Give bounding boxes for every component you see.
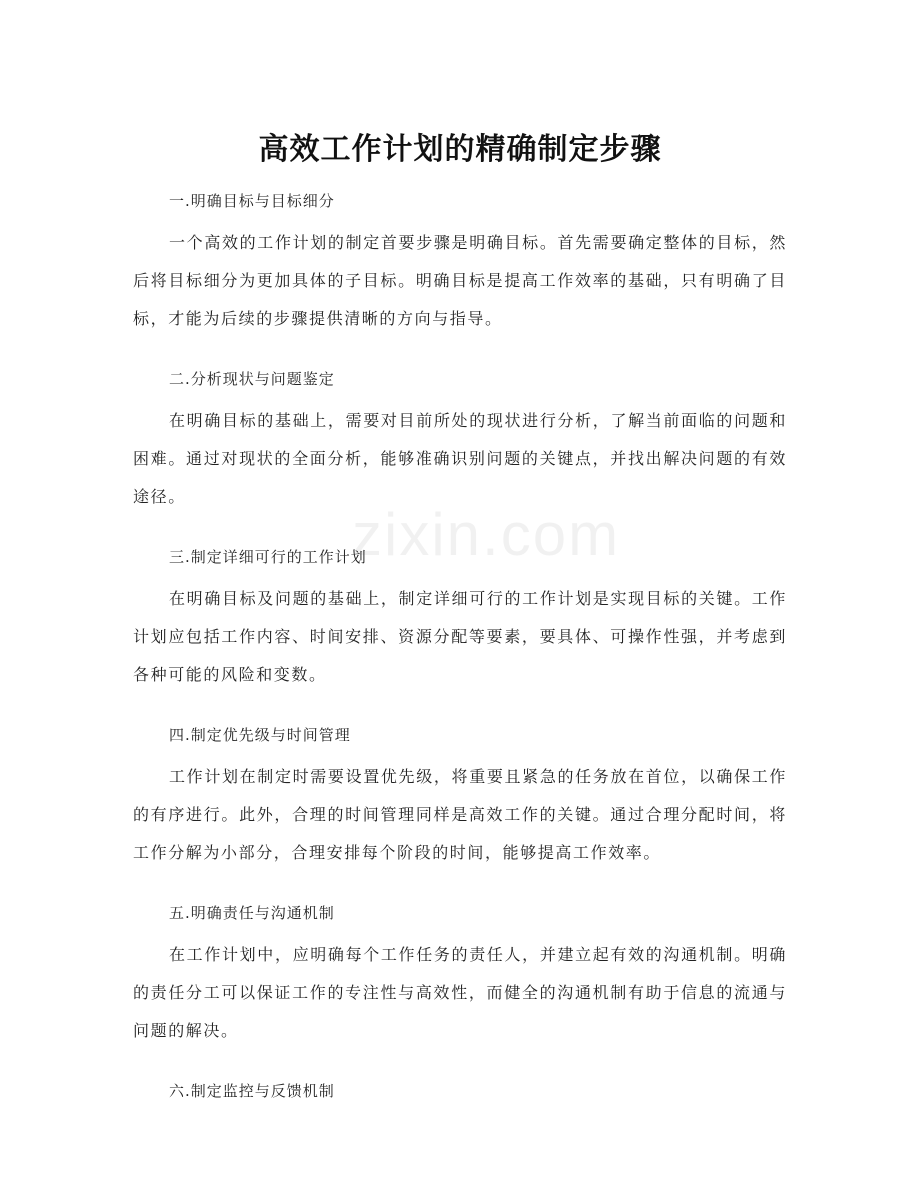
section-heading: 一.明确目标与目标细分 <box>169 192 335 210</box>
section-paragraph: 工作计划在制定时需要设置优先级，将重要且紧急的任务放在首位，以确保工作的有序进行。此外，合理的时间管理同样是高效工作的关键。通过合理分配时间，将工作分解为小部分，合理安排每个阶段的时间，能够提高工作效率。 <box>133 767 787 862</box>
section-paragraph: 在明确目标及问题的基础上，制定详细可行的工作计划是实现目标的关键。工作计划应包括工作内容、时间安排、资源分配等要素，要具体、可操作性强，并考虑到各种可能的风险和变数。 <box>133 589 787 684</box>
section-heading: 六.制定监控与反馈机制 <box>169 1082 335 1100</box>
section-paragraph: 在工作计划中，应明确每个工作任务的责任人，并建立起有效的沟通机制。明确的责任分工可以保证工作的专注性与高效性，而健全的沟通机制有助于信息的流通与问题的解决。 <box>133 945 787 1040</box>
document-title: 高效工作计划的精确制定步骤 <box>258 132 662 168</box>
section-1 <box>133 184 787 338</box>
section-heading: 二.分析现状与问题鉴定 <box>169 370 335 388</box>
section-3 <box>133 540 787 694</box>
section-heading: 四.制定优先级与时间管理 <box>169 726 351 744</box>
section-heading: 三.制定详细可行的工作计划 <box>169 548 367 566</box>
section-5 <box>133 896 787 1050</box>
section-paragraph: 一个高效的工作计划的制定首要步骤是明确目标。首先需要确定整体的目标，然后将目标细分为更加具体的子目标。明确目标是提高工作效率的基础，只有明确了目标，才能为后续的步骤提供清晰的方向与指导。 <box>133 233 787 328</box>
section-paragraph: 在明确目标的基础上，需要对目前所处的现状进行分析，了解当前面临的问题和困难。通过对现状的全面分析，能够准确识别问题的关键点，并找出解决问题的有效途径。 <box>133 411 787 506</box>
section-heading: 五.明确责任与沟通机制 <box>169 904 335 922</box>
section-4 <box>133 718 787 872</box>
watermark: zixin.com <box>352 501 621 568</box>
section-2 <box>133 362 787 516</box>
document-body <box>133 184 787 1108</box>
section-6 <box>133 1074 787 1108</box>
